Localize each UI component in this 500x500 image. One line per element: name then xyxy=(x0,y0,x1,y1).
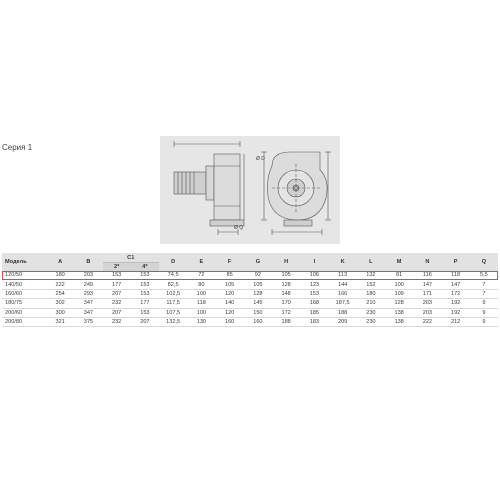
table-cell: 153 xyxy=(309,290,320,297)
table-cell: 105 xyxy=(253,281,263,288)
table-row xyxy=(2,299,498,308)
table-cell: 188 xyxy=(281,319,291,326)
header-m: M xyxy=(396,259,402,265)
table-cell: 120 xyxy=(224,290,235,297)
front-view xyxy=(261,152,331,235)
table-cell: 100 xyxy=(196,290,207,297)
table-cell: 153 xyxy=(140,290,150,297)
model-cell: 200/80 xyxy=(5,319,23,326)
table-cell: 9 xyxy=(482,300,486,307)
table-cell: 148 xyxy=(281,290,291,297)
table-cell: 153 xyxy=(140,309,150,316)
table-cell: 232 xyxy=(111,319,122,326)
table-cell: 152 xyxy=(366,281,376,288)
table-cell: 160 xyxy=(224,319,235,326)
table-cell: 180 xyxy=(55,272,65,279)
table-cell: 160 xyxy=(253,319,263,326)
table-cell: 209 xyxy=(337,319,348,326)
table-cell: 118 xyxy=(196,300,206,307)
series-label: Серия 1 xyxy=(2,143,33,152)
table-cell: 180 xyxy=(366,290,376,297)
table-cell: 153 xyxy=(140,281,150,288)
table-cell: 105 xyxy=(281,272,291,279)
table-cell: 177 xyxy=(140,300,150,307)
table-cell: 138 xyxy=(394,319,404,326)
header-c1-4pole: 4* xyxy=(131,263,159,272)
table-cell: 120 xyxy=(224,309,235,316)
table-cell: 172 xyxy=(450,290,461,297)
table-cell: 254 xyxy=(55,290,65,297)
side-view xyxy=(174,141,244,235)
header-i: I xyxy=(313,259,316,265)
table-cell: 177 xyxy=(111,281,122,288)
table-cell: 166 xyxy=(337,290,348,297)
table-cell: 222 xyxy=(422,319,433,326)
table-cell: 171 xyxy=(422,290,433,297)
table-cell: 187,5 xyxy=(335,300,350,307)
table-cell: 232 xyxy=(111,300,122,307)
table-cell: 107,5 xyxy=(166,309,181,316)
table-cell: 116 xyxy=(422,272,432,279)
table-cell: 375 xyxy=(83,319,94,326)
header-a: A xyxy=(58,259,63,265)
table-cell: 117,5 xyxy=(166,300,180,307)
diameter-d-label: Ø D xyxy=(256,156,265,162)
table-cell: 145 xyxy=(253,300,263,307)
header-c1-2pole: 2* xyxy=(103,263,131,272)
table-cell: 147 xyxy=(422,281,433,288)
model-cell: 200/60 xyxy=(5,309,23,316)
table-cell: 82,5 xyxy=(167,281,179,288)
table-cell: 302 xyxy=(55,300,65,307)
header-f: F xyxy=(227,259,232,265)
table-cell: 347 xyxy=(83,309,94,316)
table-cell: 230 xyxy=(366,309,376,316)
header-k: K xyxy=(340,259,345,265)
table-cell: 130 xyxy=(196,319,207,326)
table-cell: 153 xyxy=(140,272,150,279)
table-cell: 147 xyxy=(450,281,461,288)
table-cell: 74,5 xyxy=(167,272,179,279)
table-row xyxy=(2,317,498,326)
header-l: L xyxy=(369,259,373,265)
model-cell: 120/50 xyxy=(5,272,23,279)
table-cell: 128 xyxy=(281,281,291,288)
table-cell: 140 xyxy=(224,300,235,307)
header-p: P xyxy=(453,259,458,265)
table-cell: 192 xyxy=(450,300,461,307)
table-cell: 207 xyxy=(111,290,122,297)
model-cell: 140/50 xyxy=(5,281,23,288)
table-cell: 7 xyxy=(482,281,486,288)
dimensions-table xyxy=(2,253,498,327)
table-cell: 102,5 xyxy=(166,290,181,297)
table-cell: 249 xyxy=(83,281,94,288)
table-cell: 203 xyxy=(422,300,433,307)
header-q: Q xyxy=(481,259,487,265)
table-cell: 9 xyxy=(482,319,486,326)
header-c1-group: C1 xyxy=(103,253,160,263)
header-e: E xyxy=(199,259,204,265)
table-cell: 106 xyxy=(309,272,320,279)
table-cell: 212 xyxy=(450,319,461,326)
fan-technical-drawing xyxy=(160,136,340,244)
table-cell: 300 xyxy=(55,309,65,316)
table-cell: 203 xyxy=(422,309,433,316)
table-cell: 7 xyxy=(482,290,486,297)
table-cell: 109 xyxy=(394,290,404,297)
header-h: H xyxy=(284,259,289,265)
fan-drawing-svg xyxy=(160,136,340,244)
table-cell: 72 xyxy=(198,272,205,279)
table-cell: 192 xyxy=(450,309,461,316)
diameter-q-label: Ø Q xyxy=(234,225,244,231)
table-cell: 5,5 xyxy=(479,272,488,279)
table-cell: 203 xyxy=(83,272,94,279)
table-cell: 92 xyxy=(254,272,261,279)
table-cell: 128 xyxy=(394,300,404,307)
table-cell: 172 xyxy=(281,309,291,316)
table-cell: 81 xyxy=(396,272,403,279)
table-cell: 105 xyxy=(224,281,235,288)
table-cell: 132,5 xyxy=(166,319,181,326)
table-cell: 347 xyxy=(83,300,94,307)
table-cell: 144 xyxy=(337,281,348,288)
header-n: N xyxy=(425,259,430,265)
table-cell: 100 xyxy=(394,281,404,288)
table-cell: 168 xyxy=(309,300,320,307)
table-cell: 113 xyxy=(338,272,348,279)
table-cell: 80 xyxy=(198,281,205,288)
model-cell: 160/60 xyxy=(5,290,23,297)
table-cell: 222 xyxy=(55,281,65,288)
table-cell: 183 xyxy=(309,319,320,326)
table-cell: 128 xyxy=(253,290,263,297)
header-d: D xyxy=(171,259,176,265)
table-row xyxy=(2,280,498,289)
table-cell: 210 xyxy=(366,300,376,307)
table-cell: 293 xyxy=(83,290,94,297)
table-cell: 185 xyxy=(309,309,320,316)
table-body xyxy=(2,271,498,327)
table-cell: 118 xyxy=(451,272,461,279)
table-cell: 100 xyxy=(196,309,207,316)
table-cell: 207 xyxy=(140,319,150,326)
table-row xyxy=(2,271,498,280)
table-cell: 138 xyxy=(394,309,404,316)
table-cell: 230 xyxy=(366,319,376,326)
header-b: B xyxy=(86,259,91,265)
table-cell: 9 xyxy=(482,309,486,316)
table-row xyxy=(2,289,498,298)
table-cell: 207 xyxy=(111,309,122,316)
table-cell: 188 xyxy=(337,309,348,316)
table-cell: 170 xyxy=(281,300,291,307)
table-cell: 321 xyxy=(55,319,65,326)
table-header-row xyxy=(2,253,498,263)
table-cell: 132 xyxy=(366,272,376,279)
header-g: G xyxy=(255,259,261,265)
table-cell: 85 xyxy=(226,272,233,279)
table-row xyxy=(2,308,498,317)
header-model: Модель xyxy=(5,259,27,265)
table-cell: 150 xyxy=(253,309,263,316)
model-cell: 180/75 xyxy=(5,300,23,307)
table-cell: 153 xyxy=(111,272,122,279)
table-cell: 123 xyxy=(309,281,320,288)
